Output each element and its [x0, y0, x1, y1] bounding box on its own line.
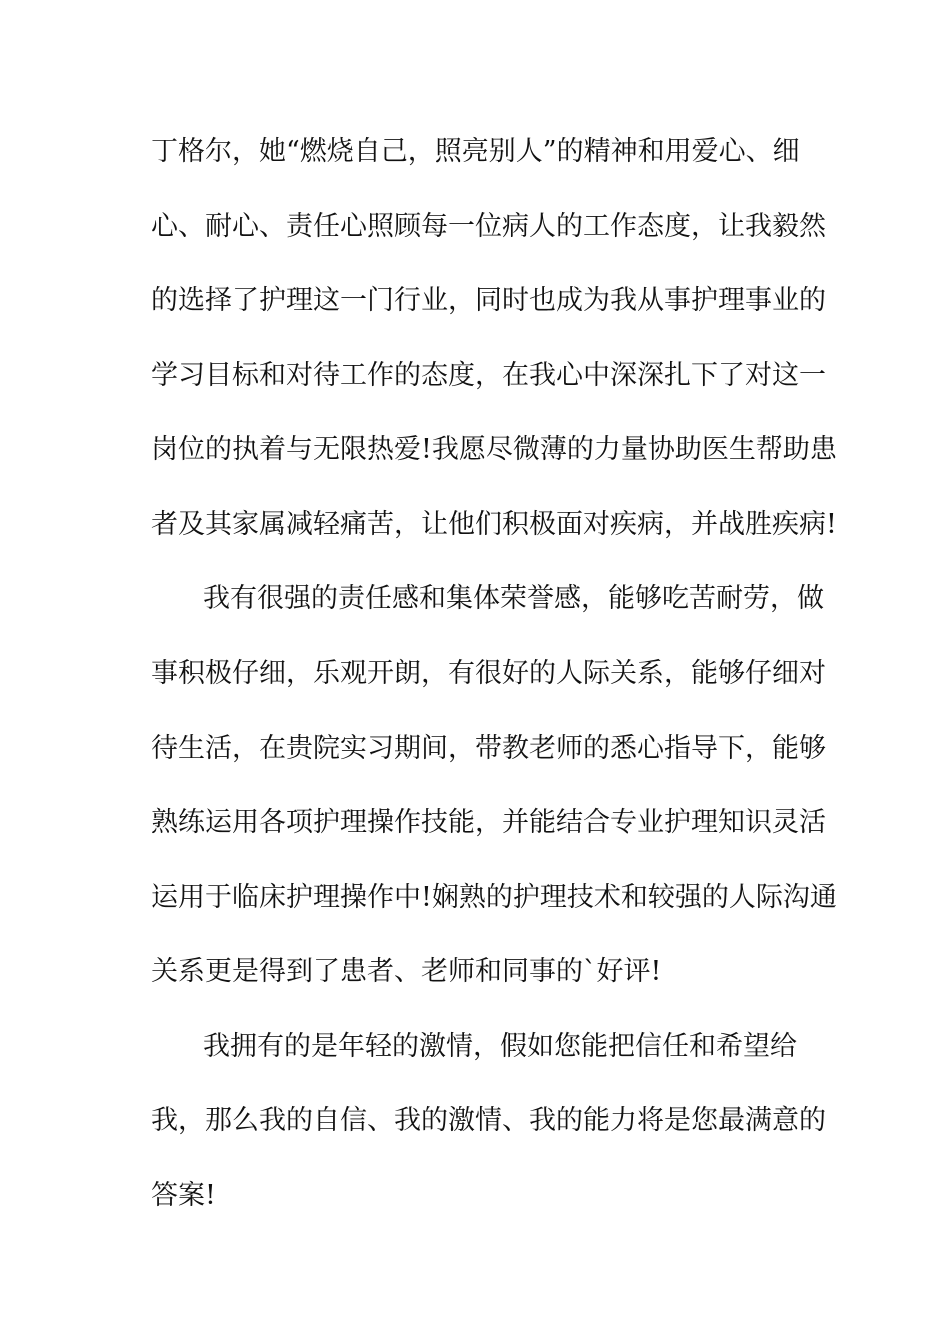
text-line: 运用于临床护理操作中!娴熟的护理技术和较强的人际沟通 [151, 882, 837, 913]
text-line: 的选择了护理这一门行业，同时也成为我从事护理事业的 [151, 285, 826, 316]
text-line: 答案! [151, 1180, 216, 1211]
text-line: 学习目标和对待工作的态度，在我心中深深扎下了对这一 [151, 360, 826, 391]
text-line: 者及其家属减轻痛苦，让他们积极面对疾病，并战胜疾病! [151, 509, 837, 540]
text-line: 我，那么我的自信、我的激情、我的能力将是您最满意的 [151, 1105, 826, 1136]
paragraph-first-line: 我有很强的责任感和集体荣誉感，能够吃苦耐劳，做 [203, 583, 824, 614]
paragraph-first-line: 我拥有的是年轻的激情，假如您能把信任和希望给 [203, 1031, 797, 1062]
text-line: 心、耐心、责任心照顾每一位病人的工作态度，让我毅然 [151, 211, 826, 242]
text-line: 岗位的执着与无限热爱!我愿尽微薄的力量协助医生帮助患 [151, 434, 837, 465]
text-line: 关系更是得到了患者、老师和同事的`好评! [151, 956, 662, 987]
text-line: 丁格尔，她“燃烧自己，照亮别人”的精神和用爱心、细 [151, 136, 800, 167]
text-line: 事积极仔细，乐观开朗，有很好的人际关系，能够仔细对 [151, 658, 826, 689]
text-line: 熟练运用各项护理操作技能，并能结合专业护理知识灵活 [151, 807, 826, 838]
text-line: 待生活，在贵院实习期间，带教老师的悉心指导下，能够 [151, 733, 826, 764]
